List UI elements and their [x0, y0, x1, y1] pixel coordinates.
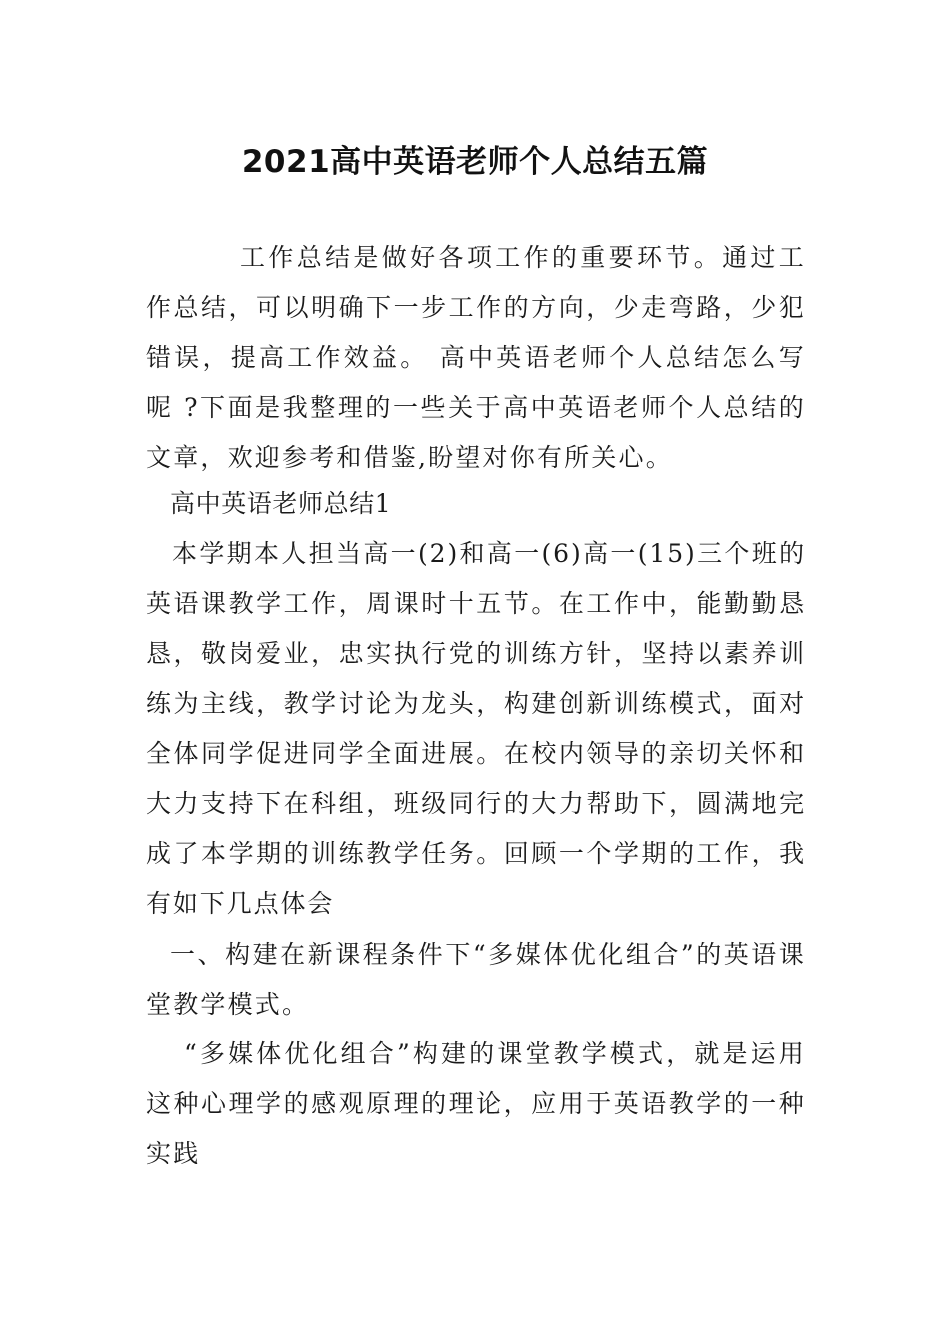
document-title: 2021高中英语老师个人总结五篇	[241, 144, 709, 180]
section-heading: 高中英语老师总结1	[170, 489, 392, 518]
intro-paragraph: 工作总结是做好各项工作的重要环节。通过工作总结，可以明确下一步工作的方向，少走弯路，少犯错误，提高工作效益。 高中英语老师个人总结怎么写呢 ?下面是我整理的一些关于高中英语老师个人总结的文章，欢迎参考和借鉴,盼望对你有所关心。	[146, 243, 806, 472]
section-body-paragraph: 本学期本人担当高一(2)和高一(6)高一(15)三个班的英语课教学工作，周课时十五节。在工作中，能勤勤恳恳，敬岗爱业，忠实执行党的训练方针，坚持以素养训练为主线，教学讨论为龙头，构建创新训练模式，面对全体同学促进同学全面进展。在校内领导的亲切关怀和大力支持下在科组，班级同行的大力帮助下，圆满地完成了本学期的训练教学任务。回顾一个学期的工作，我有如下几点体会	[146, 539, 806, 918]
point-heading: 一、构建在新课程条件下“多媒体优化组合”的英语课堂教学模式。	[146, 940, 806, 1019]
point-body-paragraph: “多媒体优化组合”构建的课堂教学模式，就是运用这种心理学的感观原理的理论，应用于英语教学的一种实践	[146, 1039, 806, 1168]
